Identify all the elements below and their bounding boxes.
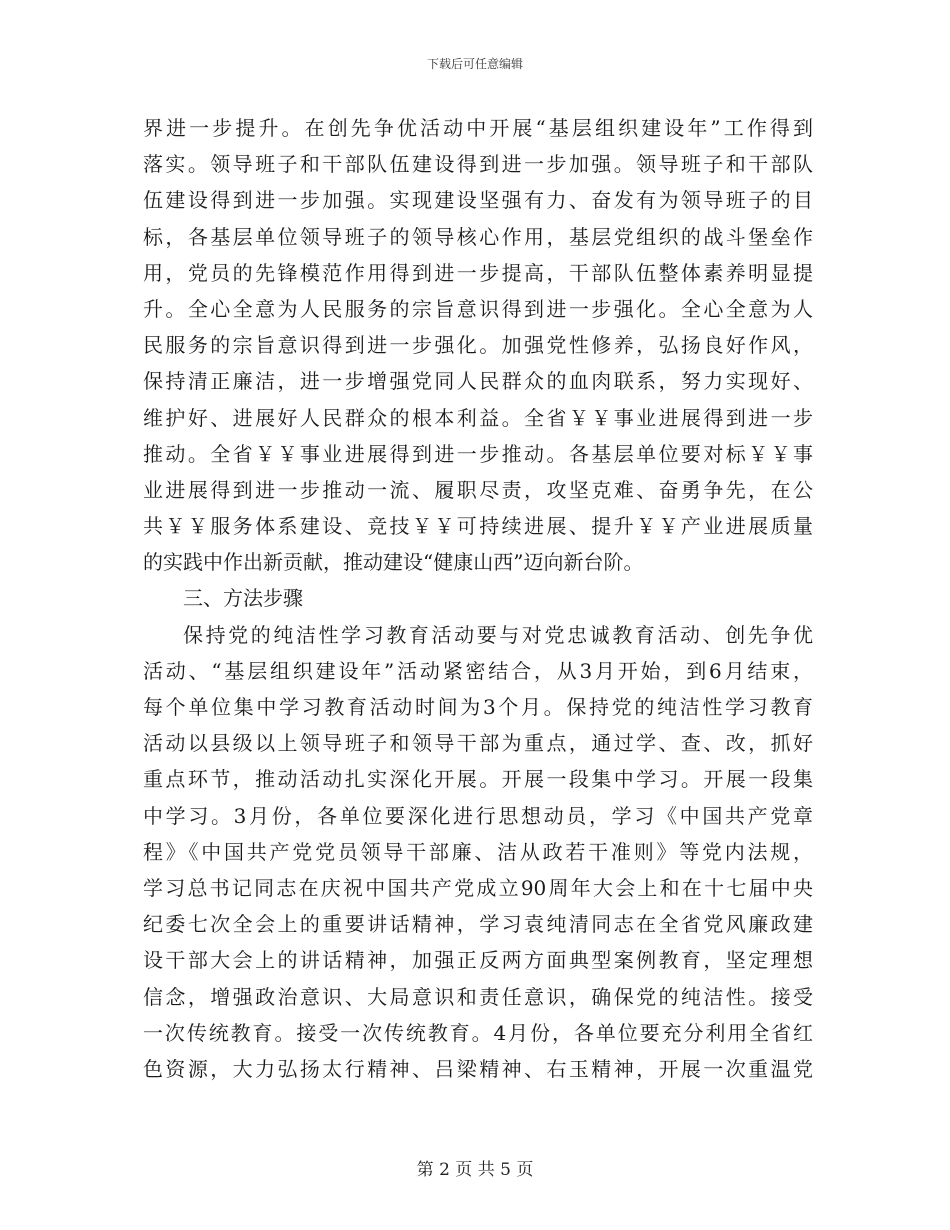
body-text-line: 界进一步提升。在创先争优活动中开展“基层组织建设年”工作得到 [143,116,813,140]
body-text-line: 民服务的宗旨意识得到进一步强化。加强党性修养，弘扬良好作风， [143,333,813,358]
body-text-line: 色资源，大力弘扬太行精神、吕梁精神、右玉精神，开展一次重温党 [143,1056,813,1081]
body-text-line: 伍建设得到进一步加强。实现建设坚强有力、奋发有为领导班子的目 [143,188,813,213]
body-text-line: 升。全心全意为人民服务的宗旨意识得到进一步强化。全心全意为人 [143,296,813,321]
page-number-footer: 第 2 页 共 5 页 [416,1160,534,1180]
document-body [143,110,813,1087]
body-text-line: 中学习。3月份，各单位要深化进行思想动员，学习《中国共产党章 [143,803,813,828]
body-text-line: 活动以县级以上领导班子和领导干部为重点，通过学、查、改，抓好 [143,731,813,756]
body-text-line: 信念，增强政治意识、大局意识和责任意识，确保党的纯洁性。接受 [143,984,813,1009]
page-header: 下载后可任意编辑 [426,57,523,71]
body-text-line: 学习总书记同志在庆祝中国共产党成立90周年大会上和在十七届中央 [143,875,813,900]
body-text-line: 重点环节，推动活动扎实深化开展。开展一段集中学习。开展一段集 [143,767,813,792]
body-text-line: 纪委七次全会上的重要讲话精神，学习袁纯清同志在全省党风廉政建 [143,912,813,937]
body-text-line: 推动。全省￥￥事业进展得到进一步推动。各基层单位要对标￥￥事 [143,441,813,466]
body-text-line: 标，各基层单位领导班子的领导核心作用，基层党组织的战斗堡垒作 [143,224,813,249]
body-text-line: 共￥￥服务体系建设、竞技￥￥可持续进展、提升￥￥产业进展质量 [143,514,813,539]
section-heading: 三、方法步骤 [183,586,303,611]
body-text-line: 程》《中国共产党党员领导干部廉、洁从政若干准则》等党内法规， [143,839,813,864]
body-text-line: 保持清正廉洁，进一步增强党同人民群众的血肉联系，努力实现好、 [143,369,813,394]
body-text-line: 每个单位集中学习教育活动时间为3个月。保持党的纯洁性学习教育 [143,695,813,719]
body-text-line: 落实。领导班子和干部队伍建设得到进一步加强。领导班子和干部队 [143,152,813,177]
body-text-line: 维护好、进展好人民群众的根本利益。全省￥￥事业进展得到进一步 [143,405,813,430]
body-text-line: 保持党的纯洁性学习教育活动要与对党忠诚教育活动、创先争优 [183,622,813,647]
body-text-line: 设干部大会上的讲话精神，加强正反两方面典型案例教育，坚定理想 [143,948,813,973]
body-text-line: 活动、“基层组织建设年”活动紧密结合，从3月开始，到6月结束， [143,658,813,683]
body-text-line: 业进展得到进一步推动一流、履职尽责，攻坚克难、奋勇争先，在公 [143,477,813,502]
body-text-line: 一次传统教育。接受一次传统教育。4月份，各单位要充分利用全省红 [143,1020,813,1045]
body-text-line: 的实践中作出新贡献，推动建设“健康山西”迈向新台阶。 [143,550,644,575]
body-text-line: 用，党员的先锋模范作用得到进一步提高，干部队伍整体素养明显提 [143,260,813,285]
